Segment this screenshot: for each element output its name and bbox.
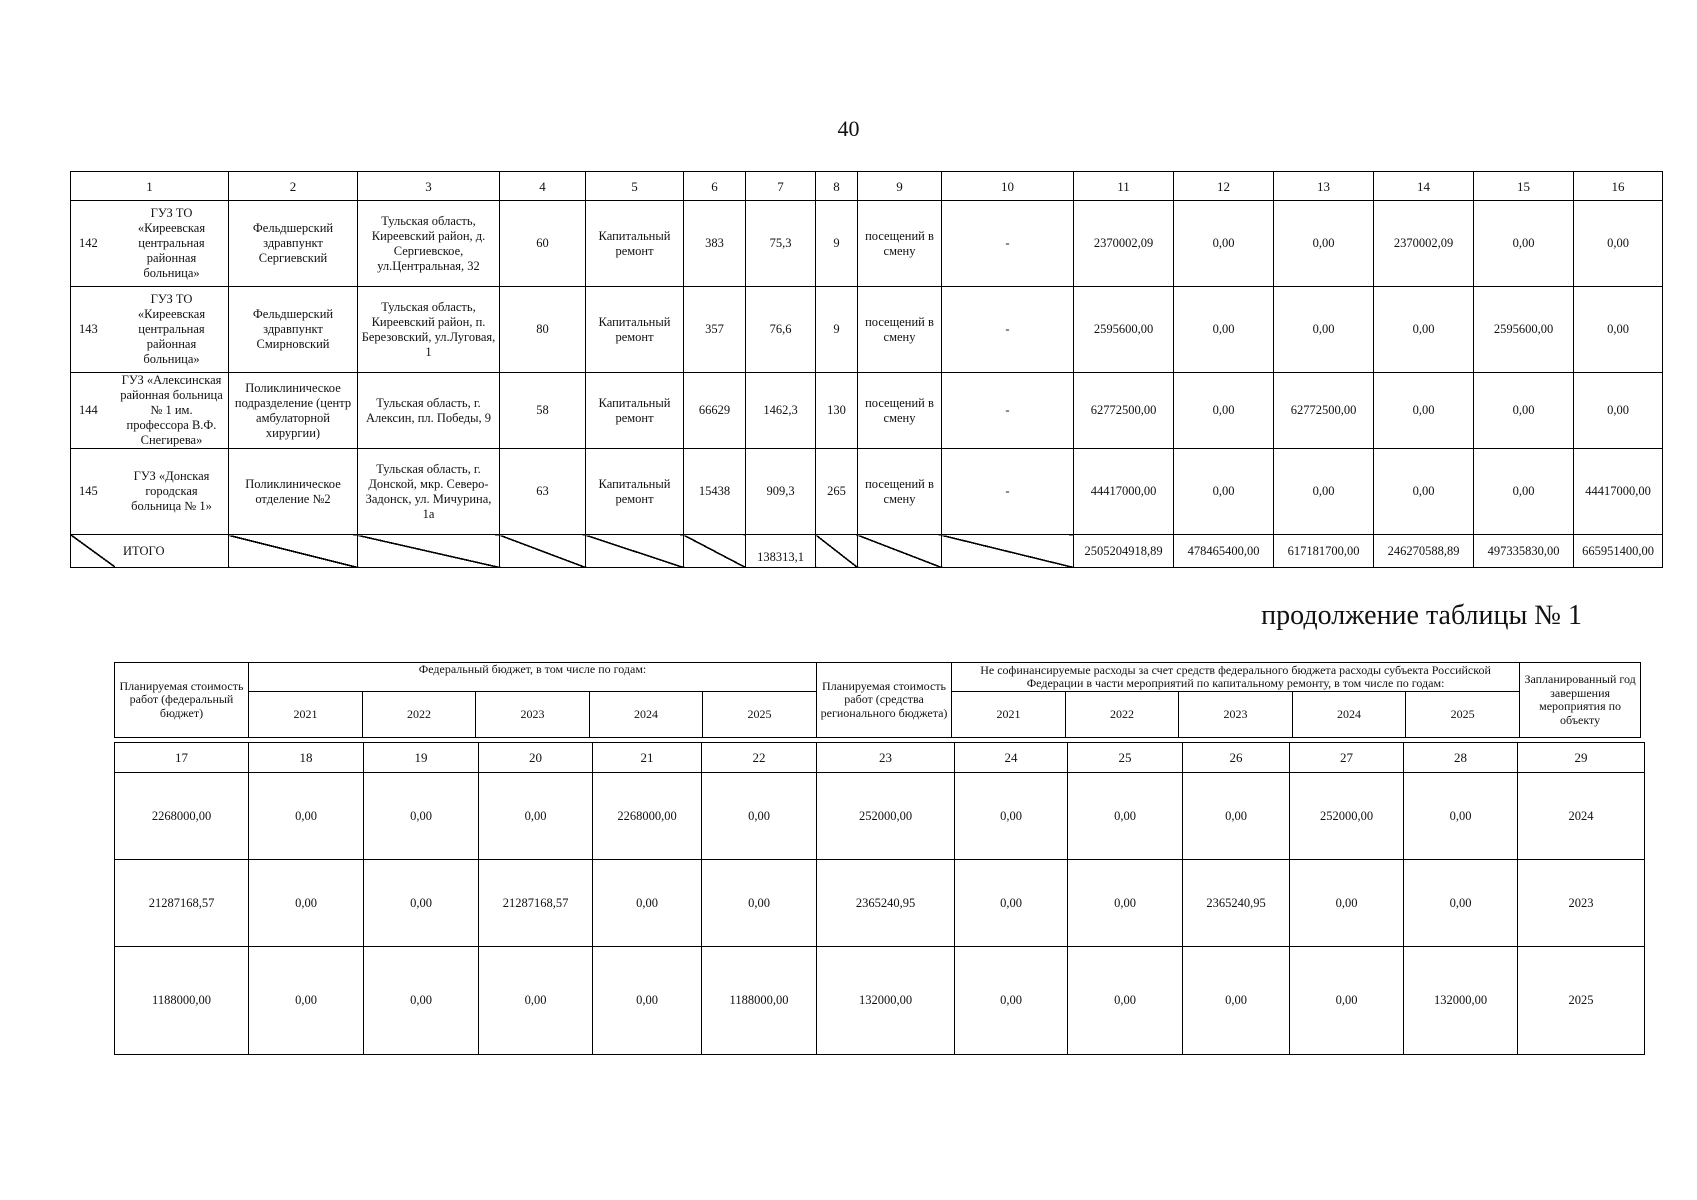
cell: 0,00 — [1474, 373, 1574, 449]
cell: 2268000,00 — [115, 773, 249, 860]
cell: 44417000,00 — [1574, 449, 1663, 535]
cell: 15438 — [684, 449, 746, 535]
empty-slashed-cell — [229, 535, 358, 568]
column-number-row — [71, 172, 1663, 201]
header-nonco: Не софинансируемые расходы за счет средств федерального бюджета расходы субъекта Российской Федерации в части мероприятий по капитальному ремонту, в том числе по годам: — [952, 663, 1520, 692]
table-row — [71, 201, 1663, 287]
cell: 62772500,00 — [1274, 373, 1374, 449]
cell: 75,3 — [746, 201, 816, 287]
objects-table — [70, 171, 1663, 568]
cell: 2595600,00 — [1474, 287, 1574, 373]
col-number: 25 — [1068, 743, 1183, 773]
col-number: 24 — [955, 743, 1068, 773]
col-number: 2 — [229, 172, 358, 201]
cell: 132000,00 — [1404, 947, 1518, 1055]
cell: 0,00 — [364, 947, 479, 1055]
work-type: Капитальный ремонт — [586, 449, 684, 535]
col-number: 8 — [816, 172, 858, 201]
col-number: 20 — [479, 743, 593, 773]
cell: 21287168,57 — [115, 860, 249, 947]
cell: 2595600,00 — [1074, 287, 1174, 373]
cell: 0,00 — [1574, 287, 1663, 373]
cell: 357 — [684, 287, 746, 373]
header-completion-year: Запланированный год завершения мероприятия по объекту — [1520, 663, 1641, 738]
continuation-title: продолжение таблицы № 1 — [1261, 600, 1582, 631]
empty-slashed-cell — [500, 535, 586, 568]
total-cell: 497335830,00 — [1474, 535, 1574, 568]
col-number: 9 — [858, 172, 942, 201]
cell: 2025 — [1518, 947, 1645, 1055]
col-number: 26 — [1183, 743, 1290, 773]
cell: 0,00 — [593, 860, 702, 947]
cell: 0,00 — [249, 773, 364, 860]
header-year: 2025 — [1406, 692, 1520, 738]
col-number: 7 — [746, 172, 816, 201]
col-number: 22 — [702, 743, 817, 773]
cell: 9 — [816, 201, 858, 287]
table-row — [115, 773, 1645, 860]
col-number: 14 — [1374, 172, 1474, 201]
cell: 21287168,57 — [479, 860, 593, 947]
cell: 0,00 — [479, 947, 593, 1055]
cell: 0,00 — [1174, 373, 1274, 449]
object-name: Поликлиническое отделение №2 — [229, 449, 358, 535]
cell: - — [942, 201, 1074, 287]
empty-slashed-cell — [358, 535, 500, 568]
funding-table — [114, 742, 1645, 1055]
total-row — [71, 535, 1663, 568]
cell: 0,00 — [249, 860, 364, 947]
cell: 0,00 — [364, 860, 479, 947]
total-cell: 2505204918,89 — [1074, 535, 1174, 568]
table-row — [115, 860, 1645, 947]
col-number: 18 — [249, 743, 364, 773]
cell: 0,00 — [955, 860, 1068, 947]
object-name: Фельдшерский здравпункт Сергиевский — [229, 201, 358, 287]
cell: 0,00 — [593, 947, 702, 1055]
cell: 909,3 — [746, 449, 816, 535]
row-index: 143 — [79, 322, 98, 336]
cell: 0,00 — [1374, 449, 1474, 535]
address: Тульская область, Киреевский район, д. Сергиевское, ул.Центральная, 32 — [358, 201, 500, 287]
cell: 1188000,00 — [115, 947, 249, 1055]
table-row — [71, 287, 1663, 373]
header-row — [115, 663, 1641, 692]
header-year: 2024 — [590, 692, 703, 738]
col-number: 10 — [942, 172, 1074, 201]
empty-slashed-cell — [684, 535, 746, 568]
cell: 132000,00 — [817, 947, 955, 1055]
cell: 265 — [816, 449, 858, 535]
col-number: 11 — [1074, 172, 1174, 201]
total-label: ИТОГО — [71, 535, 229, 568]
cell: 0,00 — [1374, 287, 1474, 373]
cell: 1188000,00 — [702, 947, 817, 1055]
table-row — [115, 947, 1645, 1055]
unit: посещений в смену — [858, 201, 942, 287]
cell: 80 — [500, 287, 586, 373]
cell: 0,00 — [1068, 860, 1183, 947]
organization: ГУЗ ТО «Киреевская центральная районная больница» — [137, 292, 206, 366]
col-number: 4 — [500, 172, 586, 201]
table-row — [71, 449, 1663, 535]
header-planned-regional: Планируемая стоимость работ (средства регионального бюджета) — [817, 663, 952, 738]
cell: 0,00 — [1574, 373, 1663, 449]
cell: 0,00 — [1404, 773, 1518, 860]
cell: 0,00 — [1068, 773, 1183, 860]
object-name: Поликлиническое подразделение (центр амбулаторной хирургии) — [229, 373, 358, 449]
column-number-row — [115, 743, 1645, 773]
col-number: 19 — [364, 743, 479, 773]
row-index: 145 — [79, 484, 98, 498]
header-year: 2022 — [1066, 692, 1179, 738]
col-number: 27 — [1290, 743, 1404, 773]
cell: 44417000,00 — [1074, 449, 1174, 535]
work-type: Капитальный ремонт — [586, 373, 684, 449]
cell: 66629 — [684, 373, 746, 449]
cell: 0,00 — [1068, 947, 1183, 1055]
cell: 76,6 — [746, 287, 816, 373]
cell: - — [942, 449, 1074, 535]
header-year: 2021 — [952, 692, 1066, 738]
cell: 252000,00 — [817, 773, 955, 860]
cell: 2365240,95 — [1183, 860, 1290, 947]
empty-slashed-cell — [816, 535, 858, 568]
cell: 2370002,09 — [1374, 201, 1474, 287]
total-cell: 138313,1 — [746, 535, 816, 568]
row-index: 142 — [79, 236, 98, 250]
cell: 0,00 — [1183, 947, 1290, 1055]
cell: 0,00 — [955, 947, 1068, 1055]
cell: 58 — [500, 373, 586, 449]
cell: 1462,3 — [746, 373, 816, 449]
total-cell: 665951400,00 — [1574, 535, 1663, 568]
cell: 0,00 — [1174, 287, 1274, 373]
col-number: 29 — [1518, 743, 1645, 773]
address: Тульская область, г. Алексин, пл. Победы, 9 — [358, 373, 500, 449]
cell: 0,00 — [364, 773, 479, 860]
cell: - — [942, 373, 1074, 449]
header-federal-by-years: Федеральный бюджет, в том числе по годам: — [249, 663, 817, 692]
cell: 0,00 — [1174, 201, 1274, 287]
cell: 2023 — [1518, 860, 1645, 947]
cell: 2365240,95 — [817, 860, 955, 947]
col-number: 12 — [1174, 172, 1274, 201]
total-cell: 478465400,00 — [1174, 535, 1274, 568]
cell: 0,00 — [1290, 860, 1404, 947]
cell: 0,00 — [249, 947, 364, 1055]
table-row — [71, 373, 1663, 449]
cell: 0,00 — [1404, 860, 1518, 947]
header-year: 2022 — [363, 692, 476, 738]
header-year: 2023 — [476, 692, 590, 738]
cell: 0,00 — [1474, 201, 1574, 287]
header-year: 2024 — [1293, 692, 1406, 738]
cell: 63 — [500, 449, 586, 535]
funding-header-table — [114, 662, 1641, 738]
cell: 0,00 — [1174, 449, 1274, 535]
cell: 0,00 — [1274, 449, 1374, 535]
cell: 0,00 — [1574, 201, 1663, 287]
empty-slashed-cell — [586, 535, 684, 568]
address: Тульская область, г. Донской, мкр. Северо-Задонск, ул. Мичурина, 1а — [358, 449, 500, 535]
col-number: 6 — [684, 172, 746, 201]
work-type: Капитальный ремонт — [586, 287, 684, 373]
organization: ГУЗ «Донская городская больница № 1» — [131, 469, 212, 513]
col-number: 1 — [71, 172, 229, 201]
col-number: 15 — [1474, 172, 1574, 201]
row-index-org — [71, 201, 229, 287]
header-year: 2021 — [249, 692, 363, 738]
header-year: 2025 — [703, 692, 817, 738]
cell: 130 — [816, 373, 858, 449]
empty-slashed-cell — [942, 535, 1074, 568]
row-index-org — [71, 449, 229, 535]
unit: посещений в смену — [858, 287, 942, 373]
cell: 60 — [500, 201, 586, 287]
row-index-org — [71, 287, 229, 373]
cell: 62772500,00 — [1074, 373, 1174, 449]
cell: 9 — [816, 287, 858, 373]
work-type: Капитальный ремонт — [586, 201, 684, 287]
cell: 2370002,09 — [1074, 201, 1174, 287]
col-number: 28 — [1404, 743, 1518, 773]
unit: посещений в смену — [858, 449, 942, 535]
col-number: 16 — [1574, 172, 1663, 201]
header-year: 2023 — [1179, 692, 1293, 738]
cell: 252000,00 — [1290, 773, 1404, 860]
col-number: 17 — [115, 743, 249, 773]
total-cell: 617181700,00 — [1274, 535, 1374, 568]
empty-slashed-cell — [858, 535, 942, 568]
cell: 0,00 — [1274, 201, 1374, 287]
cell: 383 — [684, 201, 746, 287]
address: Тульская область, Киреевский район, п. Березовский, ул.Луговая, 1 — [358, 287, 500, 373]
col-number: 21 — [593, 743, 702, 773]
cell: 0,00 — [1183, 773, 1290, 860]
unit: посещений в смену — [858, 373, 942, 449]
page-number: 40 — [837, 116, 860, 141]
cell: 2024 — [1518, 773, 1645, 860]
header-planned-federal: Планируемая стоимость работ (федеральный бюджет) — [115, 663, 249, 738]
cell: 0,00 — [955, 773, 1068, 860]
cell: 2268000,00 — [593, 773, 702, 860]
col-number: 3 — [358, 172, 500, 201]
col-number: 5 — [586, 172, 684, 201]
total-cell: 246270588,89 — [1374, 535, 1474, 568]
cell: 0,00 — [1474, 449, 1574, 535]
cell: - — [942, 287, 1074, 373]
row-index: 144 — [79, 403, 98, 417]
row-index-org — [71, 373, 229, 449]
cell: 0,00 — [702, 773, 817, 860]
col-number: 13 — [1274, 172, 1374, 201]
organization: ГУЗ ТО «Киреевская центральная районная больница» — [137, 206, 206, 280]
cell: 0,00 — [1290, 947, 1404, 1055]
cell: 0,00 — [1374, 373, 1474, 449]
object-name: Фельдшерский здравпункт Смирновский — [229, 287, 358, 373]
organization: ГУЗ «Алексинская районная больница № 1 им. профессора В.Ф. Снегирева» — [120, 373, 223, 447]
cell: 0,00 — [702, 860, 817, 947]
cell: 0,00 — [1274, 287, 1374, 373]
cell: 0,00 — [479, 773, 593, 860]
col-number: 23 — [817, 743, 955, 773]
